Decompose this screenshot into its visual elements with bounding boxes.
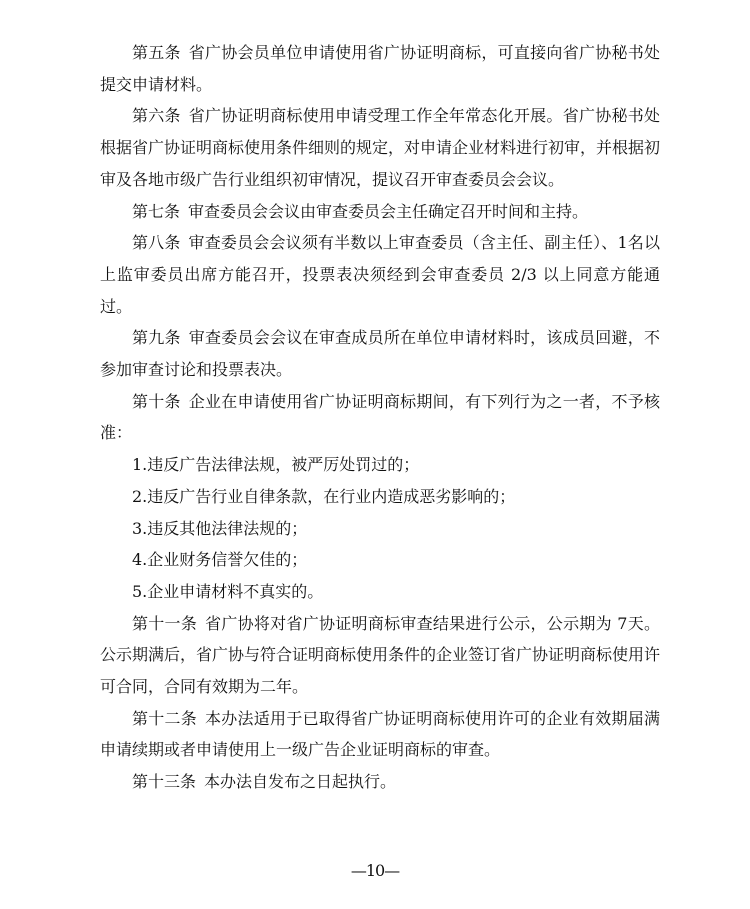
article-label: 第五条 [132,43,181,62]
paragraph-article-13 [100,766,660,798]
list-item [100,544,660,576]
article-label: 第七条 [132,201,181,221]
article-label: 第八条 [132,233,181,253]
paragraph-article-10 [100,386,660,449]
document-body [100,37,660,798]
list-item-text: 1.违反广告法律法规，被严厉处罚过的； [132,455,420,475]
article-label: 第十条 [132,391,181,411]
list-item-text: 4.企业财务信誉欠佳的； [132,550,308,570]
paragraph-article-12 [100,703,660,766]
article-label: 第十二条 [132,708,198,728]
article-text: 企业在申请使用省广协证明商标期间，有下列行为之一者，不予核准： [100,391,660,443]
paragraph-article-9 [100,322,660,385]
article-label: 第十一条 [132,613,198,633]
article-text: 审查委员会会议须有半数以上审查委员（含主任、副主任）、1名以上监审委员出席方能召开，投票表决须经到会审查委员 2/3 以上同意方能通过。 [100,233,660,316]
paragraph-article-5 [100,37,660,100]
article-text: 省广协将对省广协证明商标审查结果进行公示，公示期为 7天。公示期满后，省广协与符合证明商标使用条件的企业签订省广协证明商标使用许可合同，合同有效期为二年。 [100,613,661,697]
article-text: 审查委员会会议由审查委员会主任确定召开时间和主持。 [188,201,589,221]
article-label: 第九条 [132,328,181,348]
article-label: 第六条 [132,106,181,126]
list-item [100,576,660,608]
paragraph-article-6 [100,100,660,195]
list-item [100,481,660,513]
page-number: —10— [350,861,400,880]
list-item-text: 2.违反广告行业自律条款，在行业内造成恶劣影响的； [132,486,516,506]
list-item [100,513,660,545]
list-item-text: 3.违反其他法律法规的； [132,518,308,538]
article-label: 第十三条 [132,772,197,792]
article-text: 省广协会员单位申请使用省广协证明商标，可直接向省广协秘书处提交申请材料。 [100,43,660,94]
article-text: 审查委员会会议在审查成员所在单位申请材料时，该成员回避，不参加审查讨论和投票表决。 [100,328,660,380]
paragraph-article-7 [100,196,660,228]
article-text: 本办法自发布之日起执行。 [204,772,397,792]
paragraph-article-8 [100,227,660,322]
article-text: 本办法适用于已取得省广协证明商标使用许可的企业有效期届满申请续期或者申请使用上一级广告企业证明商标的审查。 [100,708,660,760]
article-text: 省广协证明商标使用申请受理工作全年常态化开展。省广协秘书处根据省广协证明商标使用条件细则的规定，对申请企业材料进行初审，并根据初审及各地市级广告行业组织初审情况，提议召开审查委员会会议。 [100,106,661,189]
paragraph-article-11 [100,608,660,703]
list-item-text: 5.企业申请材料不真实的。 [132,581,324,601]
list-item [100,449,660,481]
